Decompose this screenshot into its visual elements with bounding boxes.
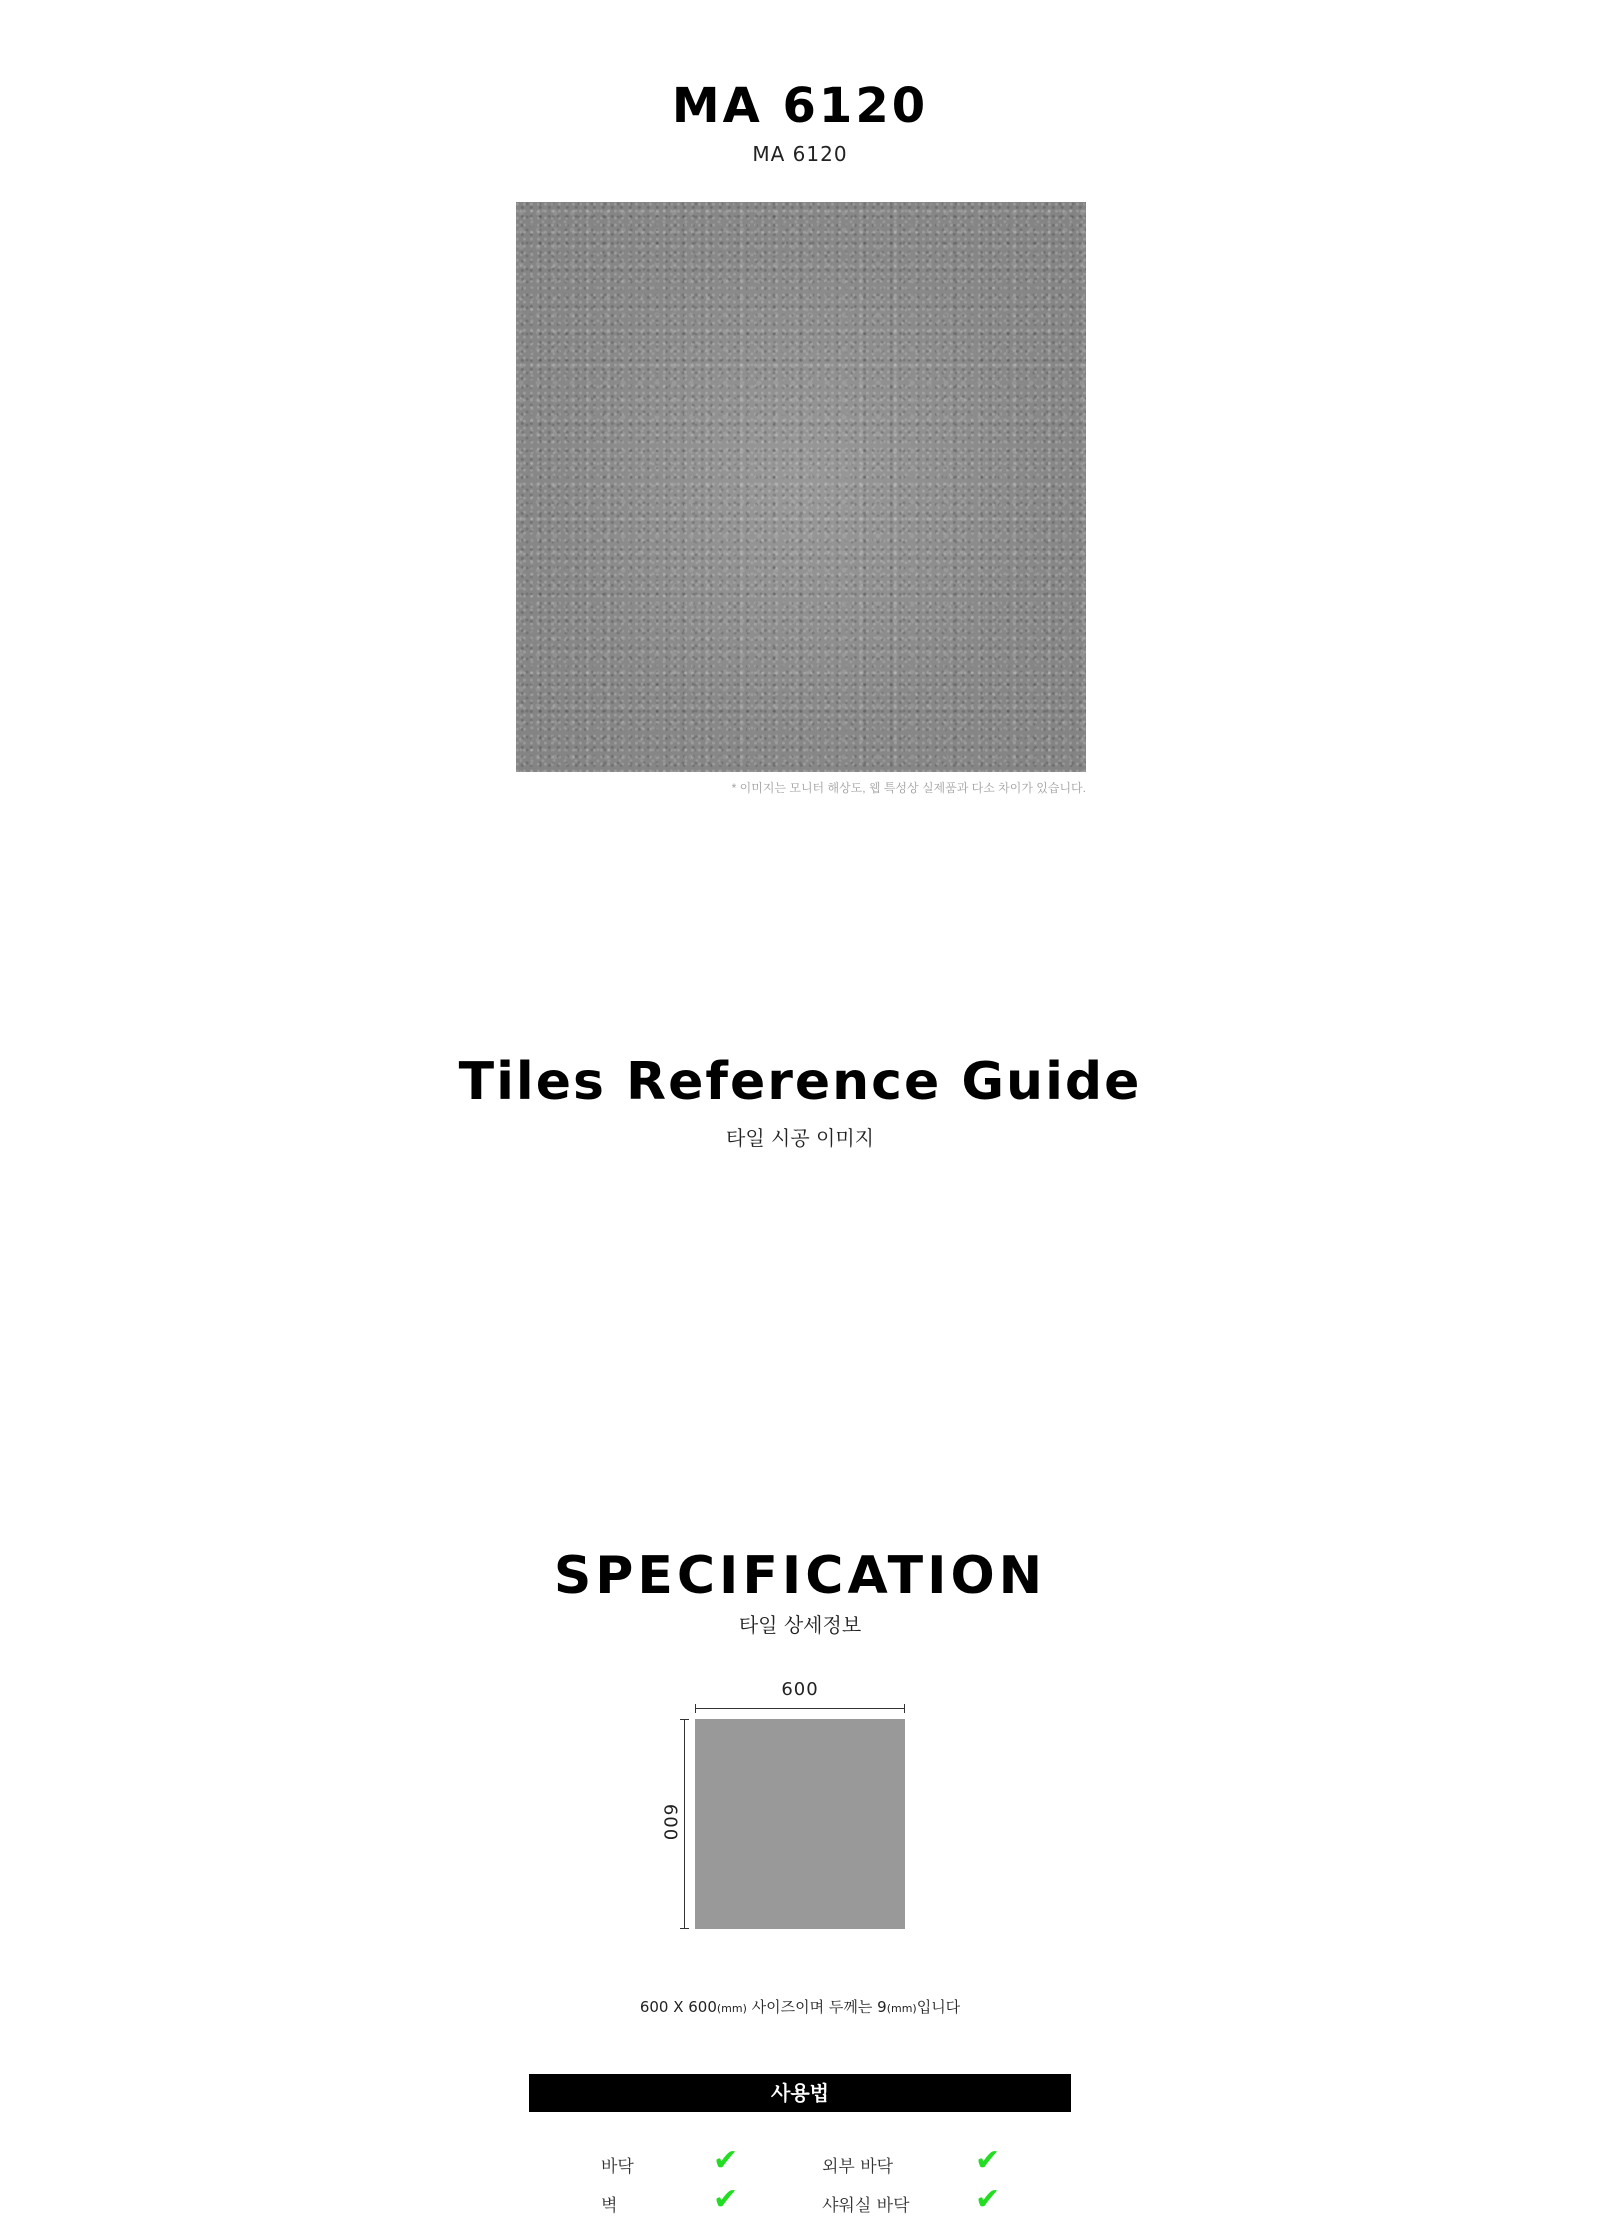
check-icon: ✔ xyxy=(713,2143,739,2178)
check-icon: ✔ xyxy=(975,2182,1001,2217)
usage-header: 사용법 xyxy=(529,2074,1071,2112)
tile-width-label: 600 xyxy=(781,1679,819,1700)
width-dimension-line xyxy=(695,1708,905,1709)
usage-label-wall: 벽 xyxy=(601,2196,618,2216)
specification-title: SPECIFICATION xyxy=(553,1546,1047,1606)
tile-image xyxy=(516,202,1086,772)
height-dimension-cap-top xyxy=(680,1719,689,1720)
spec-thickness: 사이즈이며 두께는 9 xyxy=(746,1998,887,2016)
usage-label-floor: 바닥 xyxy=(601,2157,634,2177)
width-dimension-cap-right xyxy=(904,1704,905,1713)
product-subtitle: MA 6120 xyxy=(752,142,848,166)
height-dimension-line xyxy=(684,1719,685,1929)
reference-title: Tiles Reference Guide xyxy=(458,1052,1142,1112)
height-dimension-cap-bottom xyxy=(680,1928,689,1929)
usage-label-exterior-floor: 외부 바닥 xyxy=(822,2157,894,2177)
spec-unit-1: (mm) xyxy=(716,2002,747,2015)
spec-unit-2: (mm) xyxy=(886,2002,917,2015)
check-icon: ✔ xyxy=(975,2143,1001,2178)
image-disclaimer: * 이미지는 모니터 해상도, 웹 특성상 실제품과 다소 차이가 있습니다. xyxy=(731,781,1086,795)
width-dimension-cap-left xyxy=(695,1704,696,1713)
usage-label-shower-floor: 샤워실 바닥 xyxy=(822,2196,910,2216)
spec-description xyxy=(0,1996,1600,2017)
tile-size-swatch xyxy=(695,1719,905,1929)
product-title: MA 6120 xyxy=(671,78,929,134)
spec-end: 입니다 xyxy=(916,1998,961,2016)
specification-subtitle: 타일 상세정보 xyxy=(738,1613,862,1637)
tile-height-label: 600 xyxy=(659,1803,681,1842)
reference-subtitle: 타일 시공 이미지 xyxy=(726,1126,874,1150)
check-icon: ✔ xyxy=(713,2182,739,2217)
spec-size: 600 X 600 xyxy=(639,1998,717,2016)
